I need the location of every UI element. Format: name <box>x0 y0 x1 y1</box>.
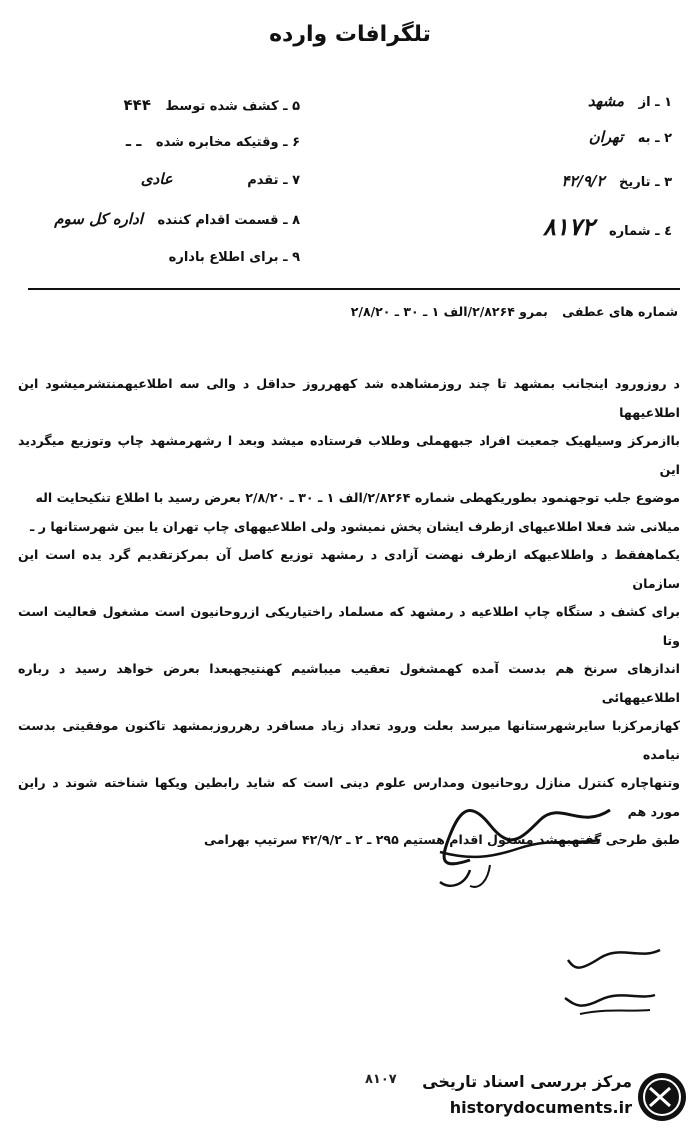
field-number: ۶ ـ <box>283 135 300 150</box>
handwritten-signature <box>410 790 630 900</box>
field-value: تهران <box>588 128 624 146</box>
body-line: برای کشف د ستگاه چاپ اطلاعیه د رمشهد که مسلماد راختیاریکی ازروحانیون است مشغول فعالیت است وتا <box>18 604 680 648</box>
field-label: وقتیکه مخابره شده <box>155 135 279 150</box>
archive-name: مرکز بررسی اسناد تاریخی <box>422 1072 632 1091</box>
header-divider <box>28 288 680 290</box>
field-number: ۳ ـ <box>655 175 672 190</box>
document-title: تلگرافات وارده <box>269 22 431 47</box>
field-label: شماره <box>609 224 651 239</box>
body-line: میلانی شد فعلا اطلاعیهای ازطرف ایشان پخش نمیشود ولی اطلاعیههای چاپ تهران یا بین شهرستانها ر ـ <box>30 518 680 534</box>
field-value: ۴۴۴ <box>123 96 151 114</box>
field-value: ۸۱۷۲ <box>542 212 595 241</box>
body-line: باازمرکز وسیلهیک جمعیت افراد جبههملی وطلاب فرستاده میشد وبعد ا رشهرمشهد چاپ وتوزیع میگردید این <box>18 433 680 477</box>
handwritten-note <box>560 940 670 1030</box>
field-for-info <box>154 250 300 265</box>
field-label: تاریخ <box>619 175 651 190</box>
archive-logo <box>400 1068 690 1126</box>
field-label: تقدم <box>247 173 279 188</box>
archive-url: historydocuments.ir <box>449 1098 632 1117</box>
field-value: ـ ـ <box>125 132 142 150</box>
stamp-number: ۸۱۰۷ <box>365 1072 397 1087</box>
body-line: طبق طرحی گفتهبهشد مشغول اقدام هستیم ۲۹۵ ـ ۲ ـ ۴۲/۹/۲ سرتیپ بهرامی <box>204 832 680 847</box>
body-line: یکماهفقط د واطلاعیهکه ازطرف نهضت آزادی د رمشهد توزیع کاصل آن بمرکزتقدیم گرد یده است این سازمان <box>18 547 680 591</box>
field-number: ۷ ـ <box>283 173 300 188</box>
field-decoded-by <box>124 96 300 114</box>
field-value: عادی <box>140 170 173 188</box>
field-label: قسمت اقدام کننده <box>157 213 279 228</box>
field-number: ۲ ـ <box>655 131 672 146</box>
field-value: اداره کل سوم <box>54 210 143 228</box>
field-number-ref <box>543 212 672 241</box>
body-line: کهازمرکزبا سایرشهرستانها میرسد بعلت ورود تعداد زیاد مسافرد رهرروزبمشهد تاکنون موفقیتی بدست نیامده <box>18 718 680 762</box>
field-number: ٤ ـ <box>655 224 672 239</box>
reference-numbers <box>18 304 678 319</box>
telegram-body <box>18 370 680 855</box>
field-value: ۴۲/۹/۲ <box>561 172 605 190</box>
field-date <box>561 172 672 190</box>
body-line: وتنهاچاره کنترل منازل روحانیون ومدارس علوم دینی است که شاید رابطین ویکها شناخته شوند د راین مورد هم <box>18 775 680 819</box>
field-action-unit <box>54 210 300 228</box>
refs-label: شماره های عطفی <box>562 304 678 319</box>
field-label: از <box>638 95 651 110</box>
field-to <box>589 128 672 146</box>
field-number: ۸ ـ <box>283 213 300 228</box>
body-line: موضوع جلب توجهنمود بطوریکهطی شماره ۲/۸۲۶۴/الف ۱ ـ ۳۰ ـ ۲/۸/۲۰ بعرض رسید با اطلاع تنکیحایت اله <box>35 490 680 505</box>
field-value: مشهد <box>587 92 625 110</box>
field-number: ۵ ـ <box>283 99 300 114</box>
field-number: ۹ ـ <box>283 250 300 265</box>
field-priority <box>141 170 300 188</box>
field-label: کشف شده توسط <box>165 99 279 114</box>
body-line: اندازهای سرنخ هم بدست آمده کهمشغول تعقیب میباشیم کهنتیجهبعدا بعرض خواهد رسید د رباره اطلاعیههائی <box>18 661 680 705</box>
field-label: برای اطلاع باداره <box>168 250 279 265</box>
field-label: به <box>637 131 651 146</box>
field-from <box>588 92 672 110</box>
body-line: د روزورود اینجانب بمشهد تا چند روزمشاهده شد کههرروز حداقل د والی سه اطلاعیهمنتشرمیشود این اطلاعیهها <box>18 376 680 420</box>
refs-value: بمرو ۲/۸۲۶۴/الف ۱ ـ ۳۰ ـ ۲/۸/۲۰ <box>350 304 548 319</box>
field-sent-time <box>126 132 300 150</box>
field-number: ۱ ـ <box>655 95 672 110</box>
